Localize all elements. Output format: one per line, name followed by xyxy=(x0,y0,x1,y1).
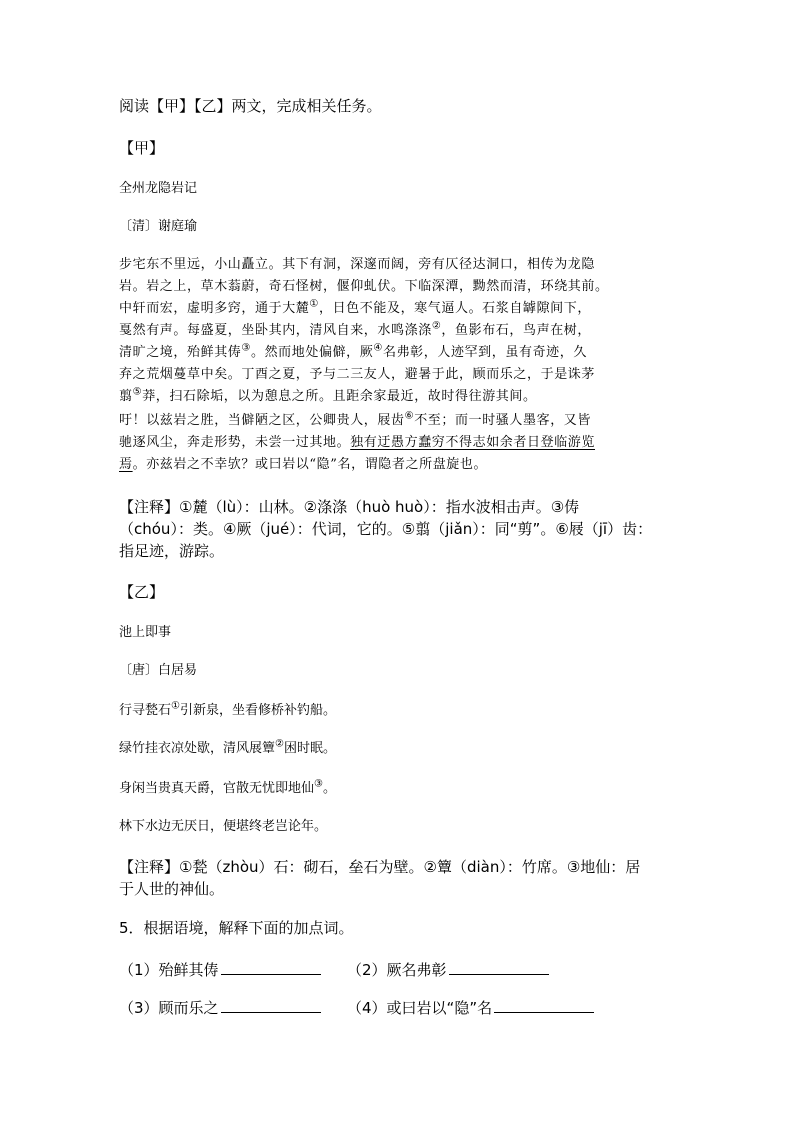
section-label-jia: 【甲】 xyxy=(119,139,165,157)
note-mark: ② xyxy=(275,738,284,750)
text-line: 岩。岩之上，草木蓊蔚，奇石怪树，偃仰虬伏。下临深潭，黝然而清，环绕其前。 xyxy=(119,279,609,294)
annotation-line: 【注释】①甃（zhòu）石：砌石，垒石为壁。②簟（diàn）：竹席。③地仙：居 xyxy=(119,858,641,876)
jia-paragraph-1 xyxy=(119,254,679,408)
jia-annotations xyxy=(119,496,679,562)
annotation-line: 指足迹，游踪。 xyxy=(119,542,225,560)
yi-annotations xyxy=(119,856,679,900)
text-line: 清旷之境，殆鲜其俦③。然而地处偏僻，厥④名弗彰，人迹罕到，虽有奇迹，久 xyxy=(119,342,587,360)
note-mark: ③ xyxy=(241,342,251,354)
note-mark: ④ xyxy=(373,342,383,354)
jia-paragraph-2 xyxy=(119,410,679,476)
intro-instruction: 阅读【甲】【乙】两文，完成相关任务。 xyxy=(119,97,382,115)
yi-title: 池上即事 xyxy=(119,625,172,640)
question-item-2: （2）厥名弗彰 xyxy=(347,960,549,980)
text-line: 戛然有声。每盛夏，坐卧其内，清风自来，水鸣涤涤②，鱼影布石，鸟声在树， xyxy=(119,320,591,338)
text-line: 焉。亦兹岩之不幸欤？或曰岩以“隐”名，谓隐者之所盘旋也。 xyxy=(119,457,488,472)
annotation-line: 【注释】①麓（lù）：山林。②涤涤（huò huò）：指水波相击声。③俦 xyxy=(119,498,580,516)
text-line: 驰逐风尘，奔走形势，未尝一过其地。独有迂愚方蠢穷不得志如余者日登临游览 xyxy=(119,435,596,450)
poem-line-4: 林下水边无厌日，便堪终老岂论年。 xyxy=(119,819,328,834)
question-stem: 5．根据语境，解释下面的加点词。 xyxy=(119,919,354,937)
question-item-4: （4）或曰岩以“隐”名 xyxy=(347,998,594,1018)
underlined-sentence: 独有迂愚方蠢穷不得志如余者日登临游览 xyxy=(350,435,596,450)
yi-author: 〔唐〕白居易 xyxy=(119,663,198,678)
answer-blank[interactable] xyxy=(221,998,321,1013)
jia-title: 全州龙隐岩记 xyxy=(119,181,198,196)
answer-blank[interactable] xyxy=(221,960,321,975)
note-mark: ⑥ xyxy=(404,410,415,422)
text-line: 中轩而宏，虚明多窍，通于大麓①，日色不能及，寒气逼人。石浆自罅隙间下， xyxy=(119,298,591,316)
annotation-line: 于人世的神仙。 xyxy=(119,880,225,898)
question-item-1: （1）殆鲜其俦 xyxy=(119,960,321,980)
text-line: 步宅东不里远，小山矗立。其下有洞，深邃而阔，旁有仄径达洞口，相传为龙隐 xyxy=(119,257,596,272)
note-mark: ① xyxy=(309,298,319,310)
text-line: 弃之荒烟蔓草中矣。丁酉之夏，予与二三友人，避暑于此，顾而乐之，于是诛茅 xyxy=(119,367,596,382)
jia-author: 〔清〕谢庭瑜 xyxy=(119,219,198,234)
poem-line-3: 身闲当贵真天爵，官散无忧即地仙③。 xyxy=(119,778,336,796)
note-mark: ① xyxy=(171,700,180,712)
poem-line-1: 行寻甃石①引新泉，坐看修桥补钓船。 xyxy=(119,700,336,718)
answer-blank[interactable] xyxy=(449,960,549,975)
answer-blank[interactable] xyxy=(494,998,594,1013)
text-line: 翦⑤莽，扫石除垢，以为憩息之所。且距余家最近，故时得往游其间。 xyxy=(119,386,537,404)
section-label-yi: 【乙】 xyxy=(119,583,165,601)
question-item-3: （3）顾而乐之 xyxy=(119,998,321,1018)
underlined-sentence: 焉 xyxy=(119,457,133,472)
note-mark: ③ xyxy=(314,778,323,790)
text-line: 吁！以兹岩之胜，当僻陋之区，公卿贵人，屐齿⑥不至；而一时骚人墨客，又皆 xyxy=(119,410,591,428)
annotation-line: （chóu）：类。④厥（jué）：代词，它的。⑤翦（jiǎn）：同“剪”。⑥屐（jī）齿： xyxy=(119,520,653,538)
note-mark: ⑤ xyxy=(132,386,143,398)
note-mark: ② xyxy=(431,320,442,332)
poem-line-2: 绿竹挂衣凉处歇，清风展簟②困时眠。 xyxy=(119,738,336,756)
